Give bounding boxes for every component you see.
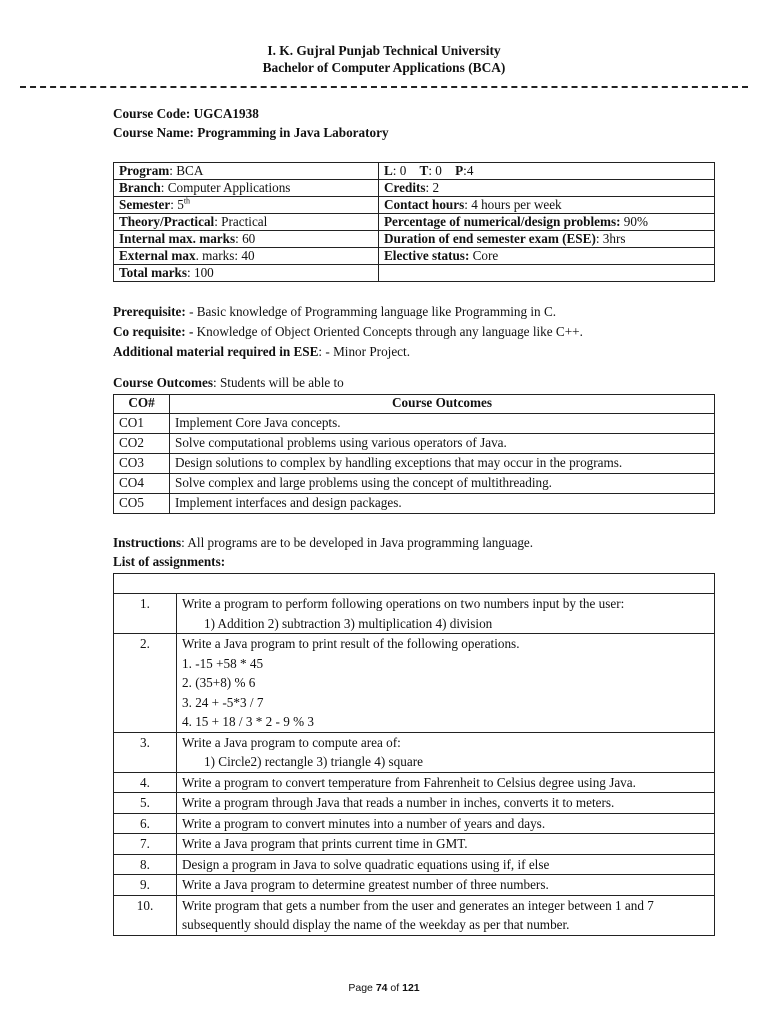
assignment-row <box>114 813 715 834</box>
assignment-row <box>114 875 715 896</box>
assignment-number: 1. <box>114 594 177 634</box>
assignment-row <box>114 634 715 733</box>
assignment-expression: 2. (35+8) % 6 <box>182 675 256 690</box>
outcome-text: Solve complex and large problems using the concept of multithreading. <box>170 474 715 494</box>
assignment-text <box>177 594 715 634</box>
assignment-row <box>114 854 715 875</box>
outcome-row <box>114 434 715 454</box>
list-title: List of assignments: <box>113 554 226 569</box>
course-outcomes-intro: Course Outcomes: Students will be able to <box>113 375 344 390</box>
assignment-text <box>177 854 715 875</box>
assignment-description: Write a program to convert minutes into a number of years and days. <box>182 815 546 831</box>
contact-hours-cell: Contact hours: 4 hours per week <box>379 197 715 214</box>
assignment-description: Design a program in Java to solve quadratic equations using if, if else <box>182 856 550 872</box>
assignment-text <box>177 895 715 935</box>
course-outcomes-table <box>113 394 715 514</box>
assignment-expression: 3. 24 + -5*3 / 7 <box>182 694 264 710</box>
course-name: Course Name: Programming in Java Laboratory <box>113 125 389 140</box>
semester-cell: Semester: 5th <box>114 197 379 214</box>
assignments-blank-row <box>114 574 715 594</box>
co-requisite: Co requisite: - Knowledge of Object Oriented Concepts through any language like C++. <box>113 324 583 339</box>
instructions: Instructions: All programs are to be developed in Java programming language. <box>113 535 534 550</box>
assignment-text <box>177 732 715 772</box>
duration-cell: Duration of end semester exam (ESE): 3hrs <box>379 231 715 248</box>
course-info-table <box>113 162 715 282</box>
assignment-description: Write a program through Java that reads a number in inches, converts it to meters. <box>182 795 615 810</box>
outcome-code: CO2 <box>114 434 170 454</box>
degree-name: Bachelor of Computer Applications (BCA) <box>262 60 506 75</box>
university-name: I. K. Gujral Punjab Technical University <box>267 43 501 58</box>
outcome-code: CO4 <box>114 474 170 494</box>
elective-status-cell: Elective status: Core <box>379 248 715 265</box>
page-footer: Page 74 of 121 <box>348 982 420 994</box>
assignment-text <box>177 813 715 834</box>
outcome-text: Implement interfaces and design packages. <box>170 494 715 514</box>
assignment-description: Write a Java program to print result of the following operations. <box>182 636 520 651</box>
assignment-expression: 1. -15 +58 * 45 <box>182 655 264 671</box>
outcome-row <box>114 474 715 494</box>
assignment-row <box>114 594 715 634</box>
outcome-text: Solve computational problems using various operators of Java. <box>170 434 715 454</box>
assignment-row <box>114 895 715 935</box>
outcome-text: Design solutions to complex by handling exceptions that may occur in the programs. <box>170 454 715 474</box>
assignment-description: Write a Java program to compute area of: <box>182 734 401 750</box>
assignment-text <box>177 772 715 793</box>
outcome-row <box>114 454 715 474</box>
outcome-row <box>114 414 715 434</box>
assignment-row <box>114 793 715 814</box>
assignment-subitems: 1) Addition 2) subtraction 3) multiplication 4) division <box>204 615 493 631</box>
assignment-row <box>114 834 715 855</box>
outcome-header: Course Outcomes <box>170 395 715 414</box>
empty-cell <box>379 265 715 282</box>
outcome-row <box>114 494 715 514</box>
assignment-expression: 4. 15 + 18 / 3 * 2 - 9 % 3 <box>182 714 314 729</box>
assignment-number: 9. <box>114 875 177 896</box>
assignment-text <box>177 834 715 855</box>
assignment-number: 10. <box>114 895 177 935</box>
assignment-description: Write a program to perform following operations on two numbers input by the user: <box>182 596 625 611</box>
outcome-text: Implement Core Java concepts. <box>170 414 715 434</box>
external-marks-cell: External max. marks: 40 <box>114 248 379 265</box>
assignment-number: 3. <box>114 732 177 772</box>
assignment-number: 7. <box>114 834 177 855</box>
program-cell: Program: BCA <box>114 163 379 180</box>
outcome-code: CO1 <box>114 414 170 434</box>
co-header: CO# <box>114 395 170 414</box>
total-marks-cell: Total marks: 100 <box>114 265 379 282</box>
percentage-cell: Percentage of numerical/design problems: 90% <box>379 214 715 231</box>
assignments-table <box>113 573 715 936</box>
assignment-number: 6. <box>114 813 177 834</box>
assignment-subitems: 1) Circle2) rectangle 3) triangle 4) square <box>204 754 423 769</box>
outcome-code: CO5 <box>114 494 170 514</box>
internal-marks-cell: Internal max. marks: 60 <box>114 231 379 248</box>
credits-cell: Credits: 2 <box>379 180 715 197</box>
assignment-row <box>114 772 715 793</box>
branch-cell: Branch: Computer Applications <box>114 180 379 197</box>
assignment-text <box>177 793 715 814</box>
assignment-text <box>177 875 715 896</box>
assignment-number: 4. <box>114 772 177 793</box>
additional-material: Additional material required in ESE: - Minor Project. <box>113 344 410 359</box>
header-divider <box>20 86 748 88</box>
theory-practical-cell: Theory/Practical: Practical <box>114 214 379 231</box>
assignment-description: Write a Java program that prints current time in GMT. <box>182 836 468 851</box>
outcome-code: CO3 <box>114 454 170 474</box>
assignment-number: 2. <box>114 634 177 733</box>
ltp-cell: L: 0 T: 0 P:4 <box>379 163 715 180</box>
course-code: Course Code: UGCA1938 <box>113 106 259 121</box>
assignment-text <box>177 634 715 733</box>
document-header <box>0 42 768 76</box>
assignment-description: Write a program to convert temperature from Fahrenheit to Celsius degree using Java. <box>182 774 636 790</box>
assignment-number: 8. <box>114 854 177 875</box>
assignment-description: Write a Java program to determine greatest number of three numbers. <box>182 877 549 892</box>
prerequisite: Prerequisite: - Basic knowledge of Programming language like Programming in C. <box>113 304 557 319</box>
assignment-row <box>114 732 715 772</box>
assignment-description: Write program that gets a number from the user and generates an integer between 1 and 7 subsequently should display the name of the weekday as per that number. <box>182 897 654 932</box>
assignment-number: 5. <box>114 793 177 814</box>
